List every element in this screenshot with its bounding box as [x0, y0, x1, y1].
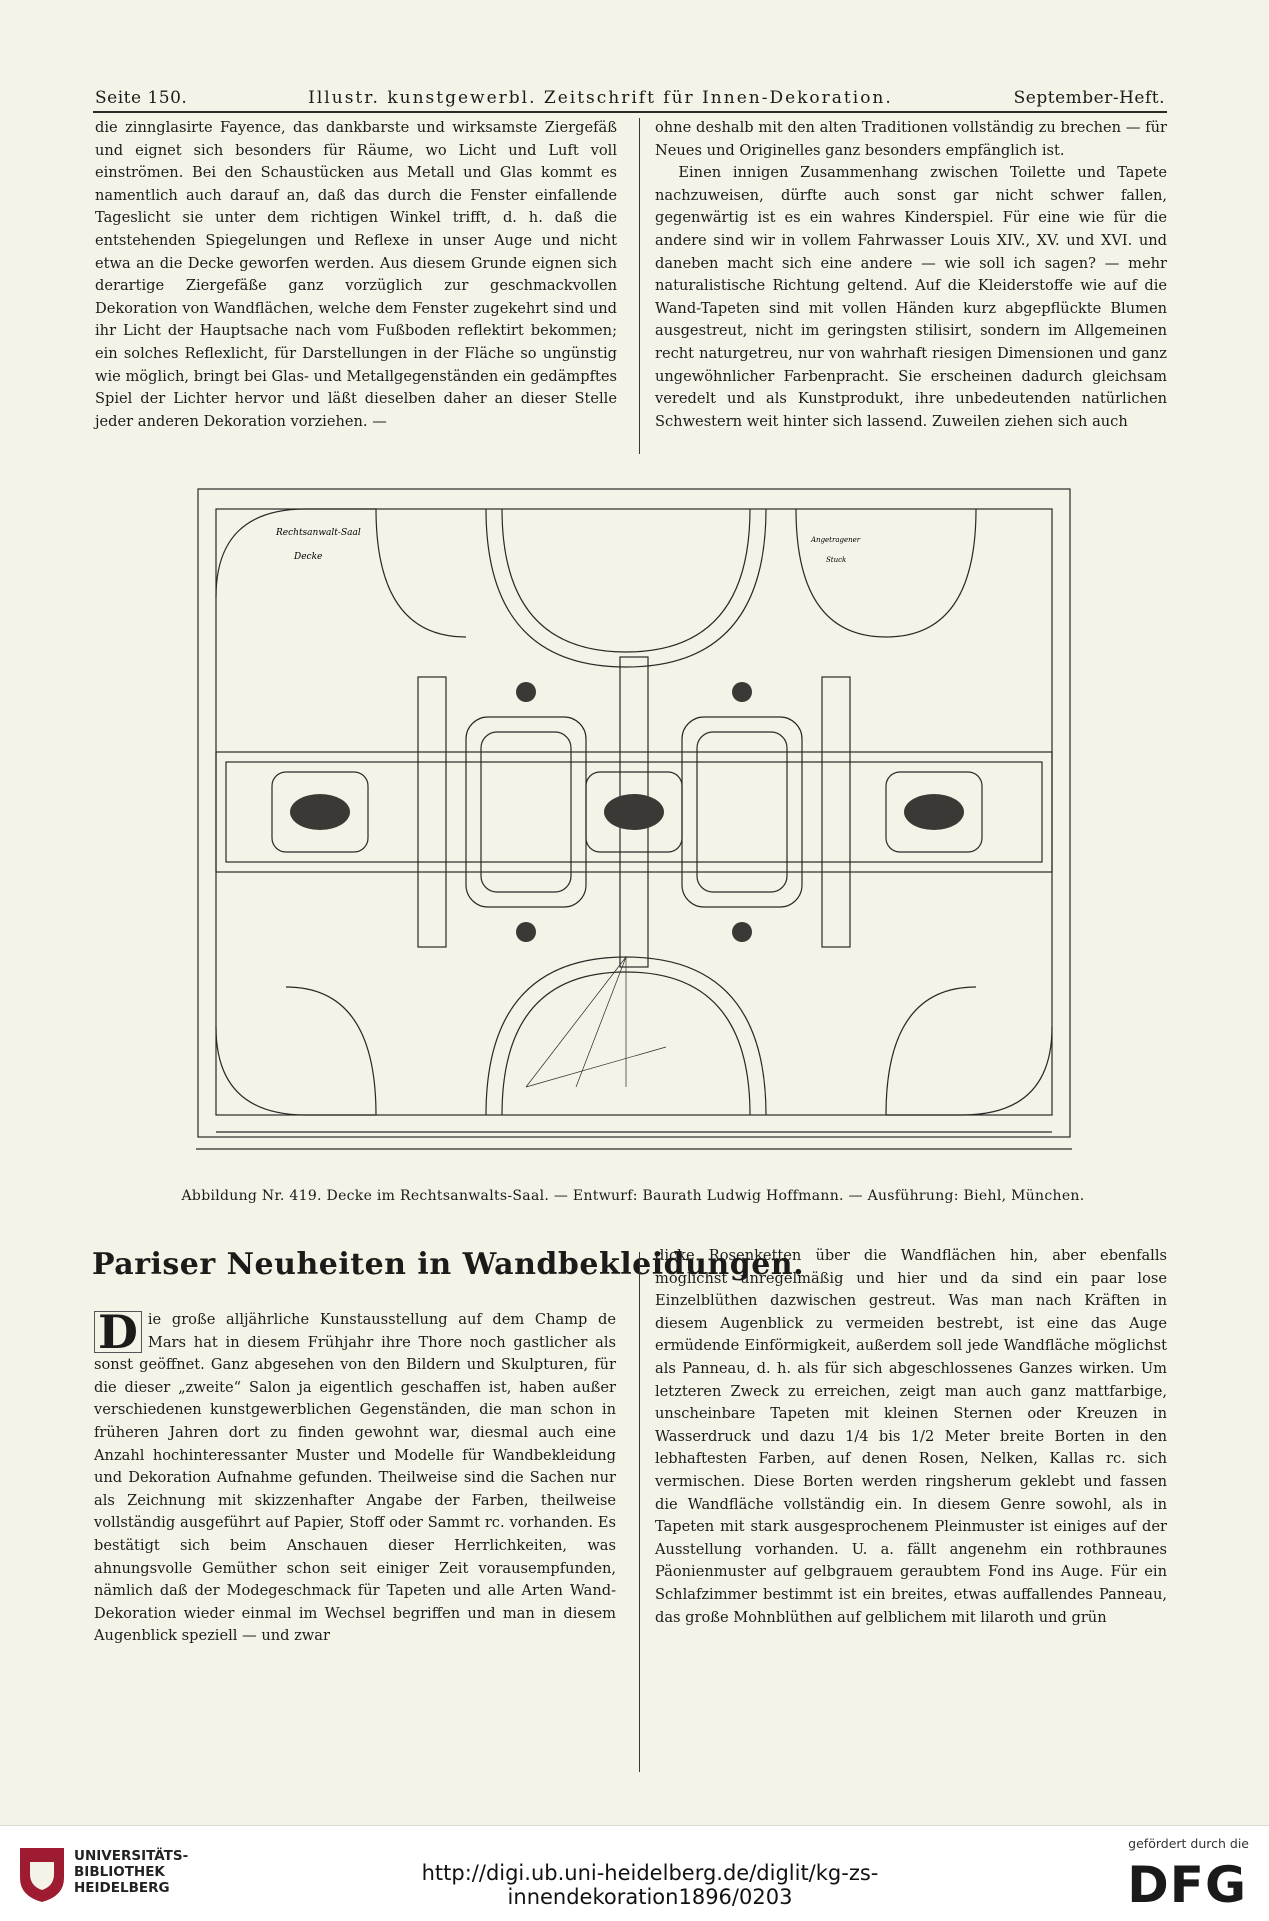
digitization-footer: [0, 1825, 1269, 1921]
page-number: Seite 150.: [95, 88, 188, 108]
paragraph: D ie große alljährliche Kunstausstellung auf dem Champ de Mars hat in diesem Frühjahr ihre Thore noch gastlicher als sonst geöffnet. Ganz abgesehen von den Bildern und Skulpturen, für die dieser „zweite“ Salon ja eigentlich geschaffen ist, haben außer verschiedenen kunstgewerblichen Gegenständen, die man schon in früheren Jahren dort zu finden gewohnt war, diesmal auch eine Anzahl hochinteressanter Muster und Modelle für Wandbekleidung und Dekoration Aufnahme gefunden. Theilweise sind die Sachen nur als Zeichnung mit skizzenhafter Angabe der Farben, theilweise vollständig ausgeführt auf Papier, Stoff oder Sammt rc. vorhanden. Es bestätigt sich beim Anschauen dieser Herrlichkeiten, was ahnungsvolle Gemüther schon seit einiger Zeit vorausempfunden, nämlich daß der Modegeschmack für Tapeten und alle Arten Wand-Dekoration wieder einmal im Wechsel begriffen und man in diesem Augenblick speziell — und zwar: [94, 1305, 616, 1645]
top-left-column: [95, 117, 617, 433]
paragraph: dicke Rosenketten über die Wandflächen hin, aber ebenfalls möglichst unregelmäßig und hier und da sind ein paar lose Einzelblüthen dazwischen gestreut. Was man nach Kräften in diesem Augenblick zu vermeiden bestrebt, ist eine das Auge ermüdende Einförmigkeit, außerdem soll jede Wandfläche möglichst als Panneau, d. h. als für sich abgeschlossenes Ganzes wirken. Um letzteren Zweck zu erreichen, zeigt man auch ganz mattfarbige, unscheinbare Tapeten mit kleinen Sternen oder Kreuzen in Wasserdruck und dazu 1/4 bis 1/2 Meter breite Borten in den lebhaftesten Farben, auf denen Rosen, Nelken, Kallas rc. sich vermischen. Diese Borten werden ringsherum geklebt und fassen die Wandfläche vollständig ein. In diesem Genre sowohl, als in Tapeten mit stark ausgesprochenem Pleinmuster ist einiges auf der Ausstellung vorhanden. U. a. fällt angenehm ein rothbraunes Päonienmuster auf gelbgrauem geraubtem Fond ins Auge. Für ein Schlafzimmer bestimmt ist ein breites, etwas auffallendes Panneau, das große Mohnblüthen auf gelblichem mit lilaroth und grün: [655, 1247, 1167, 1626]
arch-shape: [886, 987, 1052, 1115]
ornament: [516, 682, 536, 702]
figure-caption: Abbildung Nr. 419. Decke im Rechtsanwalts-Saal. — Entwurf: Baurath Ludwig Hoffmann. — Ausführung: Biehl, München.: [181, 1188, 1085, 1204]
ornament-panel: [466, 717, 586, 907]
figure-label: Decke: [294, 552, 323, 562]
funding-note: gefördert durch die: [1128, 1836, 1249, 1851]
university-seal-icon: [16, 1844, 68, 1904]
column-divider: [639, 118, 640, 454]
ceiling-plan-drawing: [196, 487, 1072, 1165]
figure-label: Rechtsanwalt-Saal: [276, 528, 361, 538]
ornament: [732, 922, 752, 942]
ornament-panel: [682, 717, 802, 907]
arch-shape: [796, 509, 976, 637]
arch-shape: [216, 987, 376, 1115]
ornament: [732, 682, 752, 702]
top-right-column: [655, 117, 1167, 433]
source-url-link[interactable]: http://digi.ub.uni-heidelberg.de/diglit/kg-zs-innendekoration1896/0203: [421, 1861, 879, 1909]
paragraph: ohne deshalb mit den alten Traditionen vollständig zu brechen — für Neues und Originelles ganz besonders empfänglich ist.: [655, 119, 1167, 159]
institution-name: UNIVERSITÄTS- BIBLIOTHEK HEIDELBERG: [74, 1848, 189, 1896]
ornament: [516, 922, 536, 942]
paragraph: die zinnglasirte Fayence, das dankbarste und wirksamste Ziergefäß und eignet sich besonders für Räume, wo Licht und Luft voll einströmen. Bei den Schaustücken aus Metall und Glas kommt es namentlich auch darauf an, daß das durch die Fenster einfallende Tageslicht sie unter dem richtigen Winkel trifft, d. h. daß die entstehenden Spiegelungen und Reflexe in unser Auge und nicht etwa an die Decke geworfen werden. Aus diesem Grunde eignen sich derartige Ziergefäße ganz vorzüglich zur geschmackvollen Dekoration von Wandflächen, welche dem Fenster zugekehrt sind und ihr Licht der Hauptsache nach vom Fußboden reflektirt bekommen; ein solches Reflexlicht, für Darstellungen in der Fläche so ungünstig wie möglich, bringt bei Glas- und Metallgegenständen ein gedämpftes Spiel der Lichter hervor und läßt dieselben daher an dieser Stelle jeder anderen Dekoration vorziehen. —: [95, 119, 617, 430]
rosette: [604, 794, 664, 830]
issue-label: September-Heft.: [1013, 88, 1165, 108]
article-title: Pariser Neuheiten in Wandbekleidungen.: [92, 1247, 805, 1282]
page-header: [95, 78, 1165, 108]
rosette: [290, 794, 350, 830]
arch-shape: [486, 509, 766, 667]
header-rule: [93, 111, 1167, 113]
ornament-strip: [822, 677, 850, 947]
ornament-strip: [418, 677, 446, 947]
column-divider: [639, 1252, 640, 1772]
paragraph: Einen innigen Zusammenhang zwischen Toilette und Tapete nachzuweisen, dürfte auch sonst gar nicht schwer fallen, gegenwärtig ist es ein wahres Kinderspiel. Für eine wie für die andere sind wir in vollem Fahrwasser Louis XIV., XV. und XVI. und daneben macht sich eine andere — wie soll ich sagen? — mehr naturalistische Richtung geltend. Auf die Kleiderstoffe wie auf die Wand-Tapeten sind mit vollen Händen kurz abgepflückte Blumen ausgestreut, nicht im geringsten stilisirt, sondern im Allgemeinen recht naturgetreu, nur von wahrhaft riesigen Dimensionen und ganz ungewöhnlicher Farbenpracht. Sie erscheinen dadurch gleichsam veredelt und als Kunstprodukt, ihre unbedeutenden natürlichen Schwestern weit hinter sich lassend. Zuweilen ziehen sich auch: [655, 164, 1167, 430]
figure-label: Stuck: [826, 556, 847, 564]
figure-label: Angetragener: [811, 536, 861, 544]
rosette: [904, 794, 964, 830]
article-left-column: [94, 1305, 616, 1648]
journal-title: Illustr. kunstgewerbl. Zeitschrift für Innen-Dekoration.: [308, 88, 893, 108]
dfg-logo: DFG: [1127, 1856, 1247, 1914]
drop-cap: D: [94, 1311, 142, 1353]
article-right-column: [655, 1245, 1167, 1629]
